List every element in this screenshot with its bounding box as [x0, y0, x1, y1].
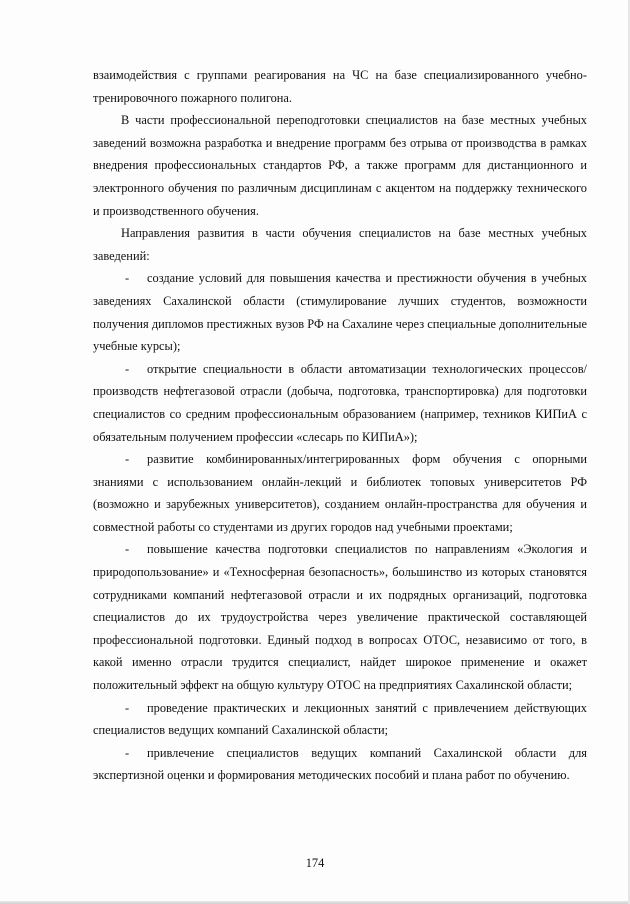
list-item	[93, 448, 587, 538]
list-item-text: привлечение специалистов ведущих компаний Сахалинской области для экспертизной оценки и формирования методических пособий и плана работ по обучению.	[93, 745, 587, 783]
bullet-dash: -	[125, 452, 130, 467]
list-item-text: проведение практических и лекционных занятий с привлечением действующих специалистов ведущих компаний Сахалинской области;	[93, 700, 587, 738]
list-item	[93, 538, 587, 696]
paragraph-professional-retraining: В части профессиональной переподготовки специалистов на базе местных учебных заведений возможна разработка и внедрение программ без отрыва от производства в рамках внедрения профессиональных стандартов РФ, а также программ для дистанционного и электронного обучения по различным дисциплинам с акцентом на поддержку технического и производственного обучения.	[93, 113, 587, 218]
page-number: 174	[305, 856, 325, 870]
bullet-dash: -	[125, 542, 130, 557]
list-item	[93, 267, 587, 357]
list-item	[93, 697, 587, 742]
list-item-text: повышение качества подготовки специалистов по направлениям «Экология и природопользование» и «Техносферная безопасность», большинство из которых становятся сотрудниками компаний нефтегазовой отрасли и их подрядных организаций, подготовка специалистов до их трудоустройства через увеличение практической составляющей профессиональной подготовки. Единый подход в вопросах ОТОС, независимо от того, в какой именно отрасли трудится специалист, найдет широкое применение и окажет положительный эффект на общую культуру ОТОС на предприятиях Сахалинской области;	[93, 542, 587, 693]
bullet-dash: -	[125, 700, 130, 715]
bullet-dash: -	[125, 745, 130, 760]
list-item-text: создание условий для повышения качества и престижности обучения в учебных заведениях Сахалинской области (стимулирование лучших студентов, возможности получения дипломов престижных вузов РФ на Сахалине через специальные дополнительные учебные курсы);	[93, 271, 587, 354]
bullet-dash: -	[125, 361, 130, 376]
bullet-dash: -	[125, 271, 130, 286]
paragraph-continuation: взаимодействия с группами реагирования на ЧС на базе специализированного учебно-тренировочного пожарного полигона.	[93, 68, 587, 105]
list-item	[93, 358, 587, 448]
list-item	[93, 742, 587, 787]
body-text	[93, 64, 587, 787]
list-item-text: открытие специальности в области автоматизации технологических процессов/производств нефтегазовой отрасли (добыча, подготовка, транспортировка) для подготовки специалистов со средним профессиональным образованием (например, техников КИПиА с обязательным получением профессии «слесарь по КИПиА»);	[93, 361, 587, 444]
paragraph-directions-intro: Направления развития в части обучения специалистов на базе местных учебных заведений:	[93, 226, 587, 263]
list-item-text: развитие комбинированных/интегрированных форм обучения с опорными знаниями с использованием онлайн-лекций и библиотек топовых университетов РФ (возможно и зарубежных университетов), созданием онлайн-пространства для обучения и совместной работы со студентами из других городов над учебными проектами;	[93, 452, 587, 534]
